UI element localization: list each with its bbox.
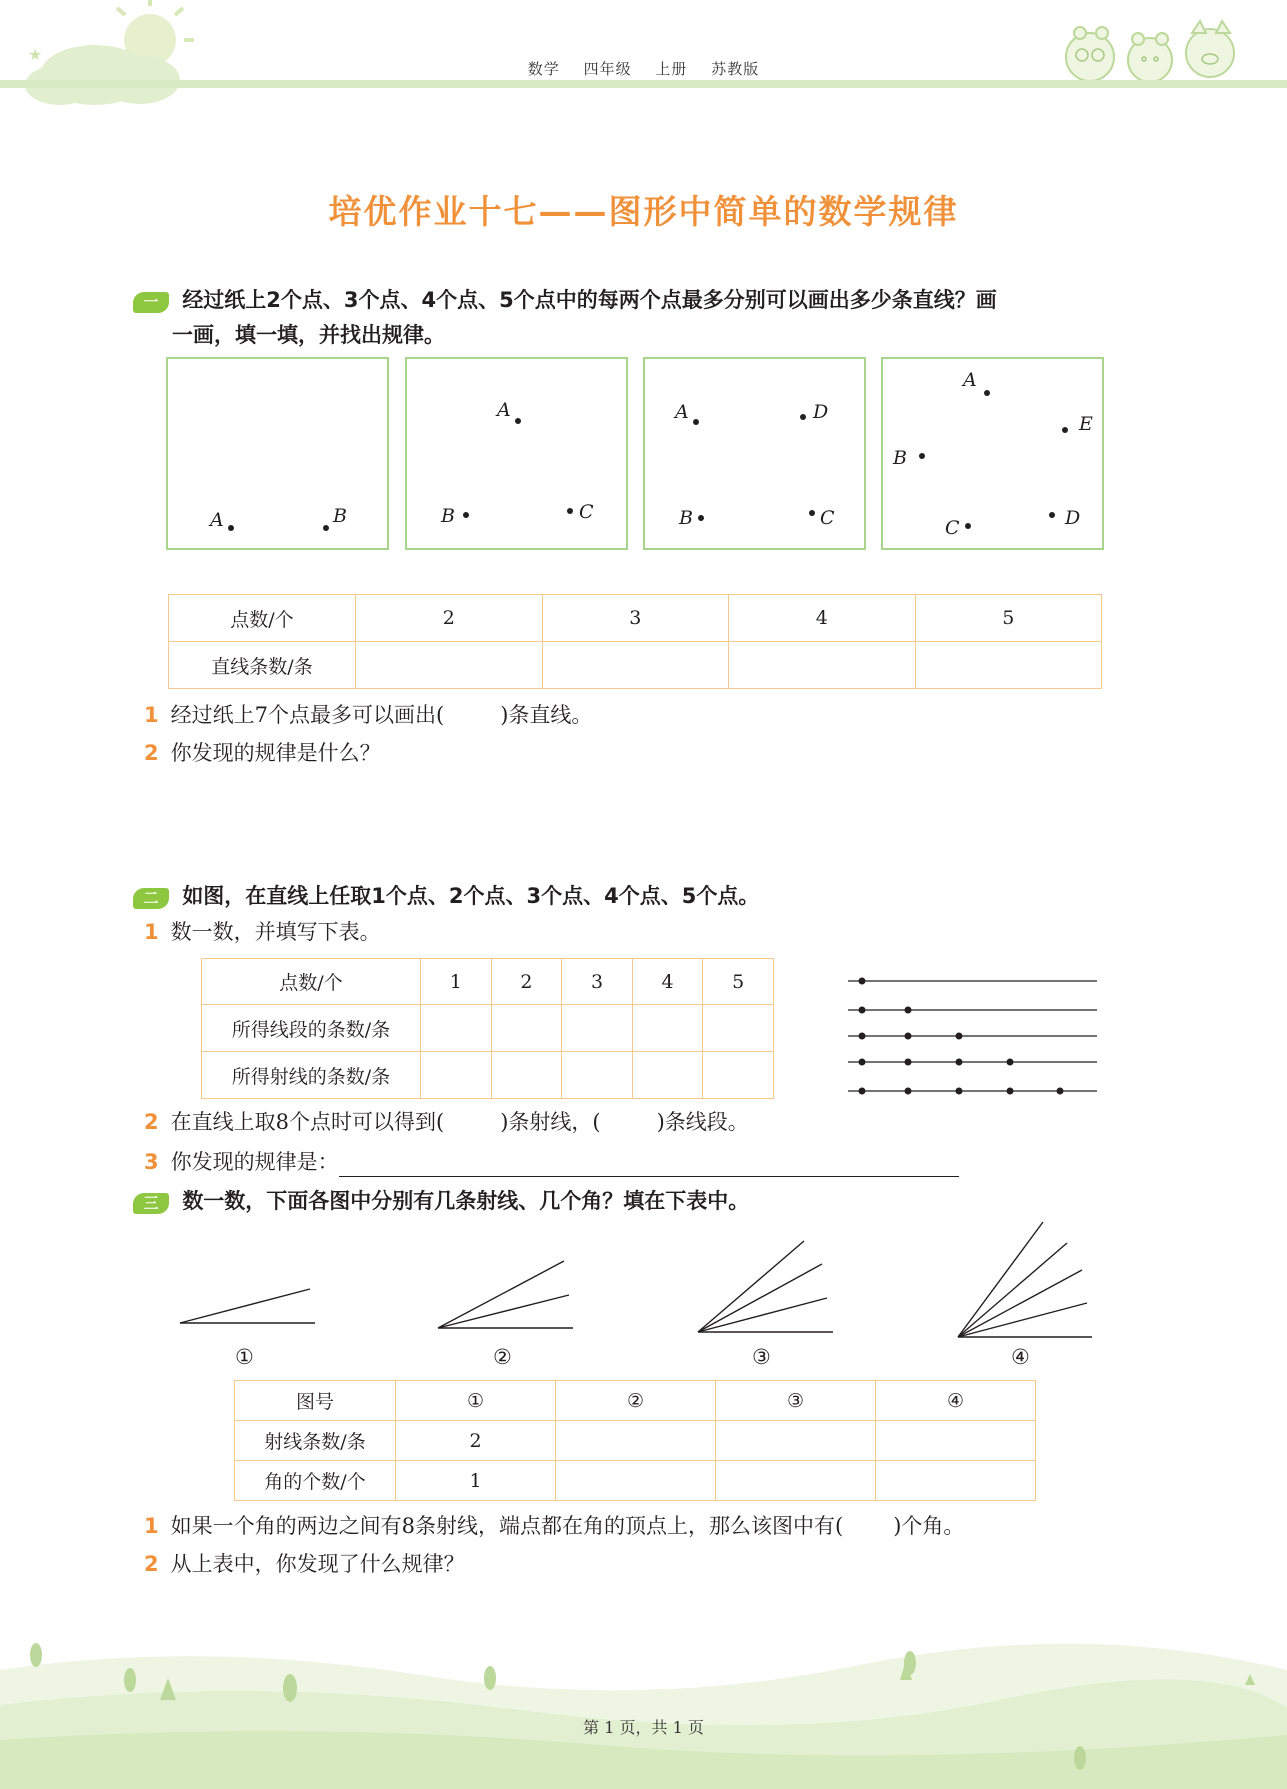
point-dot [698, 515, 704, 521]
header-edition: 苏教版 [711, 60, 760, 78]
header-cloud-sun-decoration [0, 0, 200, 110]
answer-cell[interactable] [421, 1005, 492, 1052]
question-text: 在直线上取8个点时可以得到( [170, 1110, 445, 1134]
point-dot [323, 525, 329, 531]
section3-heading [133, 1184, 749, 1218]
table-row-label: 所得线段的条数/条 [202, 1005, 421, 1052]
point-dot [1049, 512, 1055, 518]
point-dot [965, 523, 971, 529]
table-row-label: 点数/个 [169, 595, 356, 642]
header-band [0, 80, 1287, 88]
point-dot [1062, 427, 1068, 433]
table-row-label: 直线条数/条 [169, 642, 356, 689]
point-label: C [820, 507, 835, 529]
answer-cell[interactable] [556, 1421, 716, 1461]
section1-question2 [144, 738, 381, 768]
answer-cell[interactable] [729, 642, 916, 689]
question-text: )条线段。 [656, 1110, 749, 1134]
table-cell: 2 [356, 595, 543, 642]
point-dot [800, 414, 806, 420]
table-cell: ② [556, 1381, 716, 1421]
answer-cell[interactable] [703, 1005, 774, 1052]
figure-label-1: ① [235, 1345, 254, 1369]
figure-label-3: ③ [752, 1345, 771, 1369]
answer-cell[interactable] [876, 1421, 1036, 1461]
section2-badge: 二 [133, 888, 169, 909]
answer-cell[interactable] [356, 642, 543, 689]
answer-cell[interactable] [562, 1005, 633, 1052]
question-text: 数一数，并填写下表。 [170, 920, 381, 944]
question-number: 1 [144, 703, 159, 727]
answer-cell[interactable] [491, 1052, 562, 1099]
header-book-info [0, 58, 1287, 79]
section2-question3 [144, 1147, 959, 1177]
question-text: 经过纸上7个点最多可以画出( [170, 703, 445, 727]
answer-line[interactable] [339, 1154, 959, 1177]
points-on-lines-figure [840, 970, 1100, 1100]
lines-table [168, 594, 1102, 689]
section2-text: 如图，在直线上任取1个点、2个点、3个点、4个点、5个点。 [182, 884, 760, 908]
point-label: C [945, 517, 960, 539]
page-number: 第 1 页，共 1 页 [583, 1718, 704, 1737]
header-grade: 四年级 [583, 60, 632, 78]
answer-cell[interactable] [632, 1005, 703, 1052]
section3-badge: 三 [133, 1193, 169, 1214]
point-dot [984, 390, 990, 396]
table-row-label: 点数/个 [202, 959, 421, 1005]
section3-question2 [144, 1549, 465, 1579]
point-label: B [441, 505, 455, 527]
footer-hills-decoration [0, 1630, 1287, 1789]
section1-text-line1: 经过纸上2个点、3个点、4个点、5个点中的每两个点最多分别可以画出多少条直线？画 [182, 288, 997, 312]
question-text: 如果一个角的两边之间有8条射线，端点都在角的顶点上，那么该图中有( [170, 1514, 844, 1538]
angle-figures [170, 1215, 1110, 1365]
point-label: D [813, 401, 829, 423]
section1-heading [133, 283, 1153, 317]
answer-cell[interactable] [716, 1421, 876, 1461]
table-cell: 4 [632, 959, 703, 1005]
point-dot [515, 418, 521, 424]
figure-label-4: ④ [1011, 1345, 1030, 1369]
answer-cell[interactable] [915, 642, 1102, 689]
point-label: B [679, 507, 693, 529]
question-text: )条射线，( [500, 1110, 601, 1134]
section3-text: 数一数，下面各图中分别有几条射线、几个角？填在下表中。 [182, 1189, 750, 1213]
table-row-label: 图号 [235, 1381, 396, 1421]
point-label: A [675, 401, 689, 423]
answer-cell[interactable] [556, 1461, 716, 1501]
section2-question2 [144, 1107, 749, 1137]
point-dot [919, 453, 925, 459]
answer-cell[interactable] [562, 1052, 633, 1099]
question-number: 1 [144, 920, 159, 944]
table-cell: 5 [915, 595, 1102, 642]
header-volume: 上册 [655, 60, 688, 78]
points-box-4 [881, 357, 1104, 550]
question-number: 2 [144, 1110, 159, 1134]
section3-question1 [144, 1511, 964, 1541]
answer-cell[interactable] [491, 1005, 562, 1052]
points-box-2 [405, 357, 628, 550]
question-number: 1 [144, 1514, 159, 1538]
point-label: B [893, 447, 907, 469]
point-label: C [579, 501, 594, 523]
answer-cell[interactable] [703, 1052, 774, 1099]
section1-question1 [144, 700, 592, 730]
point-label: A [210, 509, 224, 531]
table-cell: 3 [542, 595, 729, 642]
point-dot [567, 508, 573, 514]
section2-heading [133, 879, 759, 913]
answer-cell[interactable] [876, 1461, 1036, 1501]
answer-cell[interactable] [421, 1052, 492, 1099]
answer-cell[interactable] [632, 1052, 703, 1099]
table-cell: 2 [396, 1421, 556, 1461]
answer-cell[interactable] [716, 1461, 876, 1501]
section2-question1 [144, 917, 381, 947]
point-label: E [1079, 413, 1093, 435]
point-dot [463, 512, 469, 518]
question-text: 你发现的规律是什么？ [170, 741, 381, 765]
figure-label-2: ② [493, 1345, 512, 1369]
table-cell: 1 [396, 1461, 556, 1501]
section1-text-line2: 一画，填一填，并找出规律。 [172, 323, 445, 347]
points-box-3 [643, 357, 866, 550]
answer-cell[interactable] [542, 642, 729, 689]
table-cell: ③ [716, 1381, 876, 1421]
point-dot [693, 419, 699, 425]
page-title: 培优作业十七——图形中简单的数学规律 [328, 192, 959, 231]
table-cell: ④ [876, 1381, 1036, 1421]
point-label: D [1065, 507, 1081, 529]
table-cell: 3 [562, 959, 633, 1005]
point-label: A [497, 399, 511, 421]
rays-angles-table [234, 1380, 1036, 1501]
question-text: )条直线。 [500, 703, 593, 727]
question-number: 3 [144, 1150, 159, 1174]
question-number: 2 [144, 741, 159, 765]
table-row-label: 角的个数/个 [235, 1461, 396, 1501]
point-dot [228, 525, 234, 531]
header-subject: 数学 [527, 60, 560, 78]
table-cell: 5 [703, 959, 774, 1005]
segments-rays-table [201, 958, 774, 1099]
table-row-label: 所得射线的条数/条 [202, 1052, 421, 1099]
table-cell: 4 [729, 595, 916, 642]
question-number: 2 [144, 1552, 159, 1576]
question-text: )个角。 [893, 1514, 965, 1538]
section1-badge: 一 [133, 292, 169, 313]
point-label: B [333, 505, 347, 527]
question-text: 从上表中，你发现了什么规律？ [170, 1552, 465, 1576]
points-box-1 [166, 357, 389, 550]
table-row-label: 射线条数/条 [235, 1421, 396, 1461]
table-cell: ① [396, 1381, 556, 1421]
point-label: A [963, 369, 977, 391]
table-cell: 1 [421, 959, 492, 1005]
svg-text:★: ★ [28, 45, 43, 64]
question-text: 你发现的规律是： [170, 1150, 339, 1174]
point-dot [809, 510, 815, 516]
table-cell: 2 [491, 959, 562, 1005]
